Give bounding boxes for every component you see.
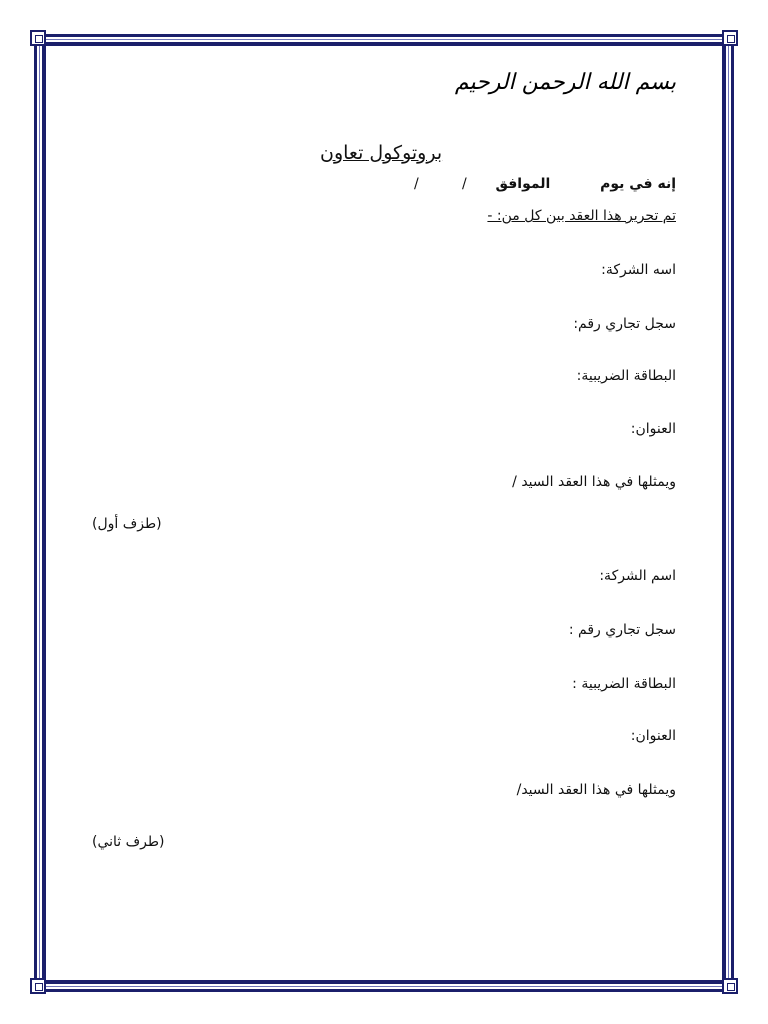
- document-title: بروتوكول تعاون: [320, 142, 443, 164]
- party-one-address: العنوان:: [630, 421, 676, 437]
- date-slash-2: /: [414, 176, 419, 192]
- corner-ornament-top-left: [30, 30, 46, 46]
- party-two-tax-card: البطاقة الضريبية :: [572, 676, 676, 692]
- basmala-calligraphy: بسم الله الرحمن الرحيم: [454, 70, 676, 95]
- corner-ornament-bottom-left: [30, 978, 46, 994]
- corner-ornament-bottom-right: [722, 978, 738, 994]
- party-two-company-name: اسم الشركة:: [599, 568, 676, 584]
- date-line: [496, 176, 676, 192]
- party-one-tax-card: البطاقة الضريبية:: [576, 368, 676, 384]
- party-one-company-name: اسه الشركة:: [601, 262, 676, 278]
- party-two-address: العنوان:: [630, 728, 676, 744]
- party-two-commercial-register: سجل تجاري رقم :: [568, 622, 676, 638]
- date-slash-1: /: [462, 176, 467, 192]
- corner-ornament-top-right: [722, 30, 738, 46]
- party-one-commercial-register: سجل تجاري رقم:: [573, 316, 676, 332]
- corresponding-label: الموافق: [495, 176, 551, 192]
- parties-intro: تم تحرير هذا العقد بين كل من: -: [487, 208, 676, 224]
- party-two-representative: ويمثلها في هذا العقد السيد/: [516, 782, 676, 798]
- party-one-representative: ويمثلها في هذا العقد السيد /: [512, 474, 676, 490]
- party-one-label: (طزف أول): [92, 516, 162, 532]
- day-label: إنه في يوم: [600, 176, 676, 192]
- party-two-label: (طرف ثاني): [92, 834, 165, 850]
